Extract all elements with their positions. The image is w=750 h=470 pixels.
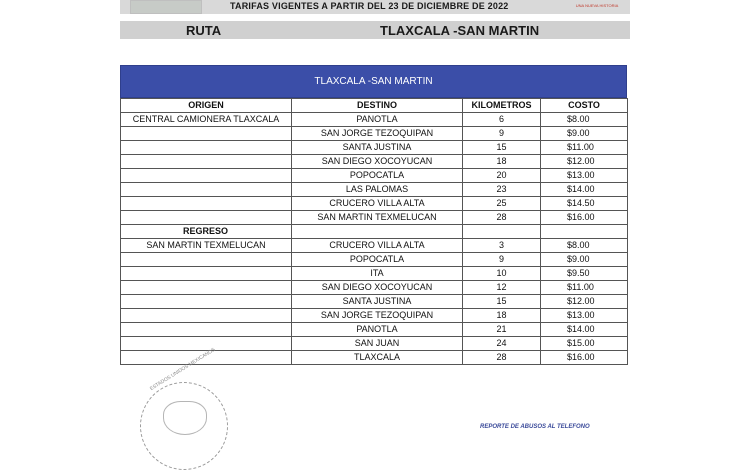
costo-cell: $11.00 (541, 281, 628, 295)
costo-cell: $8.00 (541, 113, 628, 127)
costo-cell: $16.00 (541, 351, 628, 365)
route-label: RUTA (186, 23, 222, 38)
regreso-label: REGRESO (121, 225, 292, 239)
km-cell: 15 (463, 141, 541, 155)
costo-cell: $13.00 (541, 309, 628, 323)
origen-cell (121, 141, 292, 155)
regreso-section-row (121, 225, 628, 239)
origen-cell (121, 295, 292, 309)
km-cell: 24 (463, 337, 541, 351)
costo-cell: $15.00 (541, 337, 628, 351)
column-header-destino: DESTINO (292, 99, 463, 113)
table-row (121, 295, 628, 309)
origen-cell (121, 183, 292, 197)
destino-cell: SAN DIEGO XOCOYUCAN (292, 281, 463, 295)
fare-grid (120, 98, 628, 365)
origen-cell (121, 197, 292, 211)
origen-cell: SAN MARTIN TEXMELUCAN (121, 239, 292, 253)
origen-cell (121, 169, 292, 183)
route-name: TLAXCALA -SAN MARTIN (380, 23, 540, 38)
tariff-subtitle: TARIFAS VIGENTES A PARTIR DEL 23 DE DICIEMBRE DE 2022 (230, 1, 509, 11)
km-cell: 25 (463, 197, 541, 211)
km-cell: 18 (463, 155, 541, 169)
costo-cell: $16.00 (541, 211, 628, 225)
table-row (121, 239, 628, 253)
costo-cell: $14.00 (541, 183, 628, 197)
government-logo (130, 0, 202, 14)
empty-cell (292, 225, 463, 239)
origen-cell (121, 267, 292, 281)
origen-cell (121, 127, 292, 141)
table-row (121, 211, 628, 225)
km-cell: 28 (463, 211, 541, 225)
table-row (121, 323, 628, 337)
table-row (121, 113, 628, 127)
route-band (120, 21, 630, 39)
km-cell: 15 (463, 295, 541, 309)
table-row (121, 155, 628, 169)
km-cell: 9 (463, 127, 541, 141)
destino-cell: SAN DIEGO XOCOYUCAN (292, 155, 463, 169)
empty-cell (463, 225, 541, 239)
km-cell: 21 (463, 323, 541, 337)
empty-cell (541, 225, 628, 239)
km-cell: 12 (463, 281, 541, 295)
origen-cell (121, 281, 292, 295)
destino-cell: SAN MARTIN TEXMELUCAN (292, 211, 463, 225)
fare-table (120, 65, 627, 365)
table-row (121, 281, 628, 295)
costo-cell: $9.00 (541, 127, 628, 141)
destino-cell: SAN JORGE TEZOQUIPAN (292, 127, 463, 141)
destino-cell: CRUCERO VILLA ALTA (292, 239, 463, 253)
costo-cell: $9.50 (541, 267, 628, 281)
destino-cell: SAN JORGE TEZOQUIPAN (292, 309, 463, 323)
header-band (120, 0, 630, 14)
origen-cell (121, 211, 292, 225)
origen-cell: CENTRAL CAMIONERA TLAXCALA (121, 113, 292, 127)
costo-cell: $14.50 (541, 197, 628, 211)
destino-cell: TLAXCALA (292, 351, 463, 365)
destino-cell: SAN JUAN (292, 337, 463, 351)
km-cell: 18 (463, 309, 541, 323)
km-cell: 23 (463, 183, 541, 197)
destino-cell: LAS PALOMAS (292, 183, 463, 197)
destino-cell: POPOCATLA (292, 253, 463, 267)
km-cell: 6 (463, 113, 541, 127)
table-title: TLAXCALA -SAN MARTIN (120, 65, 627, 98)
origen-cell (121, 309, 292, 323)
column-header-kilometros: KILOMETROS (463, 99, 541, 113)
table-row (121, 183, 628, 197)
seal-ring-text: ESTADOS UNIDOS MEXICANOS (149, 346, 217, 393)
column-header-costo: COSTO (541, 99, 628, 113)
costo-cell: $9.00 (541, 253, 628, 267)
costo-cell: $12.00 (541, 155, 628, 169)
km-cell: 28 (463, 351, 541, 365)
costo-cell: $11.00 (541, 141, 628, 155)
fare-body (121, 113, 628, 365)
origen-cell (121, 337, 292, 351)
km-cell: 9 (463, 253, 541, 267)
destino-cell: POPOCATLA (292, 169, 463, 183)
origen-cell (121, 253, 292, 267)
costo-cell: $13.00 (541, 169, 628, 183)
destino-cell: PANOTLA (292, 113, 463, 127)
destino-cell: SANTA JUSTINA (292, 295, 463, 309)
origen-cell (121, 323, 292, 337)
table-row (121, 309, 628, 323)
table-row (121, 127, 628, 141)
national-seal (140, 346, 228, 470)
destino-cell: ITA (292, 267, 463, 281)
abuse-report-note: REPORTE DE ABUSOS AL TELEFONO (480, 424, 590, 430)
costo-cell: $8.00 (541, 239, 628, 253)
column-header-origen: ORIGEN (121, 99, 292, 113)
km-cell: 10 (463, 267, 541, 281)
table-header-row (121, 99, 628, 113)
destino-cell: CRUCERO VILLA ALTA (292, 197, 463, 211)
km-cell: 20 (463, 169, 541, 183)
table-row (121, 141, 628, 155)
table-row (121, 267, 628, 281)
table-row (121, 169, 628, 183)
table-row (121, 197, 628, 211)
destino-cell: SANTA JUSTINA (292, 141, 463, 155)
origen-cell (121, 155, 292, 169)
costo-cell: $12.00 (541, 295, 628, 309)
state-logo: UNA NUEVA HISTORIA (575, 3, 619, 8)
table-row (121, 253, 628, 267)
km-cell: 3 (463, 239, 541, 253)
destino-cell: PANOTLA (292, 323, 463, 337)
table-row (121, 337, 628, 351)
costo-cell: $14.00 (541, 323, 628, 337)
